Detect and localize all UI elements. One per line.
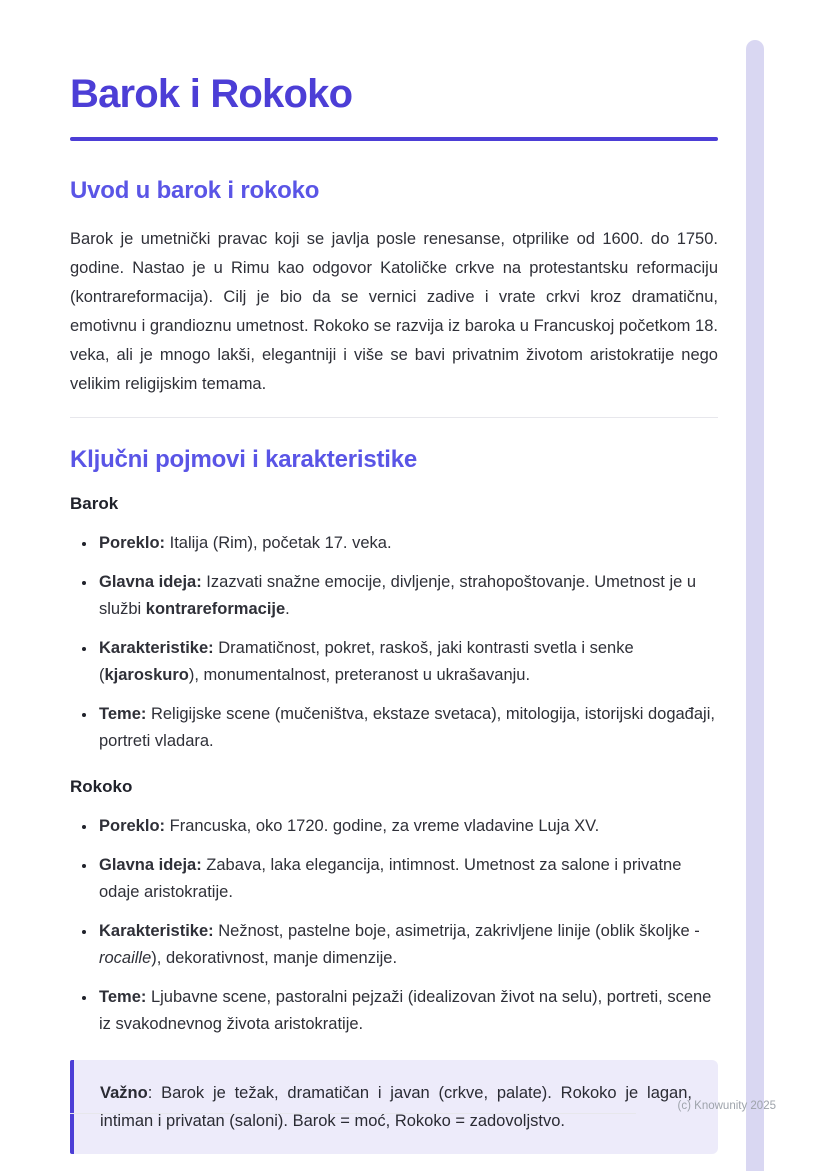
bullet-item: • Karakteristike: Dramatičnost, pokret, raskoš, jaki kontrasti svetla i senke (kjaroskuro), monumentalnost, preteranost u ukrašavanju. [97,635,718,689]
scrollbar-track[interactable] [746,40,764,1171]
bullet-item: • Poreklo: Italija (Rim), početak 17. veka. [97,530,718,557]
barok-bullet-list [70,530,718,755]
section-divider [70,417,718,418]
section-heading-intro: Uvod u barok i rokoko [70,177,320,204]
intro-paragraph: Barok je umetnički pravac koji se javlja posle renesanse, otprilike od 1600. do 1750. godine. Nastao je u Rimu kao odgovor Katoličke crkve na protestantsku reformaciju (kontrareformacija). Cilj je bio da se vernici zadive i vrate crkvi kroz dramatičnu, emotivnu i grandioznu umetnost. Rokoko se razvija iz baroka u Francuskoj početkom 18. veka, ali je mnogo lakši, elegantniji i više se bavi privatnim životom aristokratije nego velikim religijskim temama. [70,230,718,393]
title-underline-rule [70,137,718,141]
page-title: Barok i Rokoko [70,72,353,116]
footer-credit: (c) Knowunity 2025 [677,1100,776,1112]
important-callout [70,1060,718,1154]
footer-divider [70,1113,636,1114]
bullet-item: • Glavna ideja: Zabava, laka elegancija, intimnost. Umetnost za salone i privatne odaje aristokratije. [97,852,718,906]
bullet-item: • Glavna ideja: Izazvati snažne emocije, divljenje, strahopoštovanje. Umetnost je u službi kontrareformacije. [97,569,718,623]
bullet-item: • Teme: Religijske scene (mučeništva, ekstaze svetaca), mitologija, istorijski događaji, portreti vladara. [97,701,718,755]
section-heading-key-concepts: Ključni pojmovi i karakteristike [70,446,418,473]
bullet-item: • Teme: Ljubavne scene, pastoralni pejzaži (idealizovan život na selu), portreti, scene iz svakodnevnog života aristokratije. [97,984,718,1038]
bullet-item: • Karakteristike: Nežnost, pastelne boje, asimetrija, zakrivljene linije (oblik školjke - rocaille), dekorativnost, manje dimenzije. [97,918,718,972]
subheading-barok: Barok [70,494,119,513]
subheading-rokoko: Rokoko [70,777,133,796]
bullet-item: • Poreklo: Francuska, oko 1720. godine, za vreme vladavine Luja XV. [97,813,718,840]
rokoko-bullet-list [70,813,718,1038]
document-content [70,0,718,1154]
callout-text: Važno: Barok je težak, dramatičan i javan (crkve, palate). Rokoko je lagan, intiman i privatan (saloni). Barok = moć, Rokoko = zadovoljstvo. [100,1084,692,1130]
